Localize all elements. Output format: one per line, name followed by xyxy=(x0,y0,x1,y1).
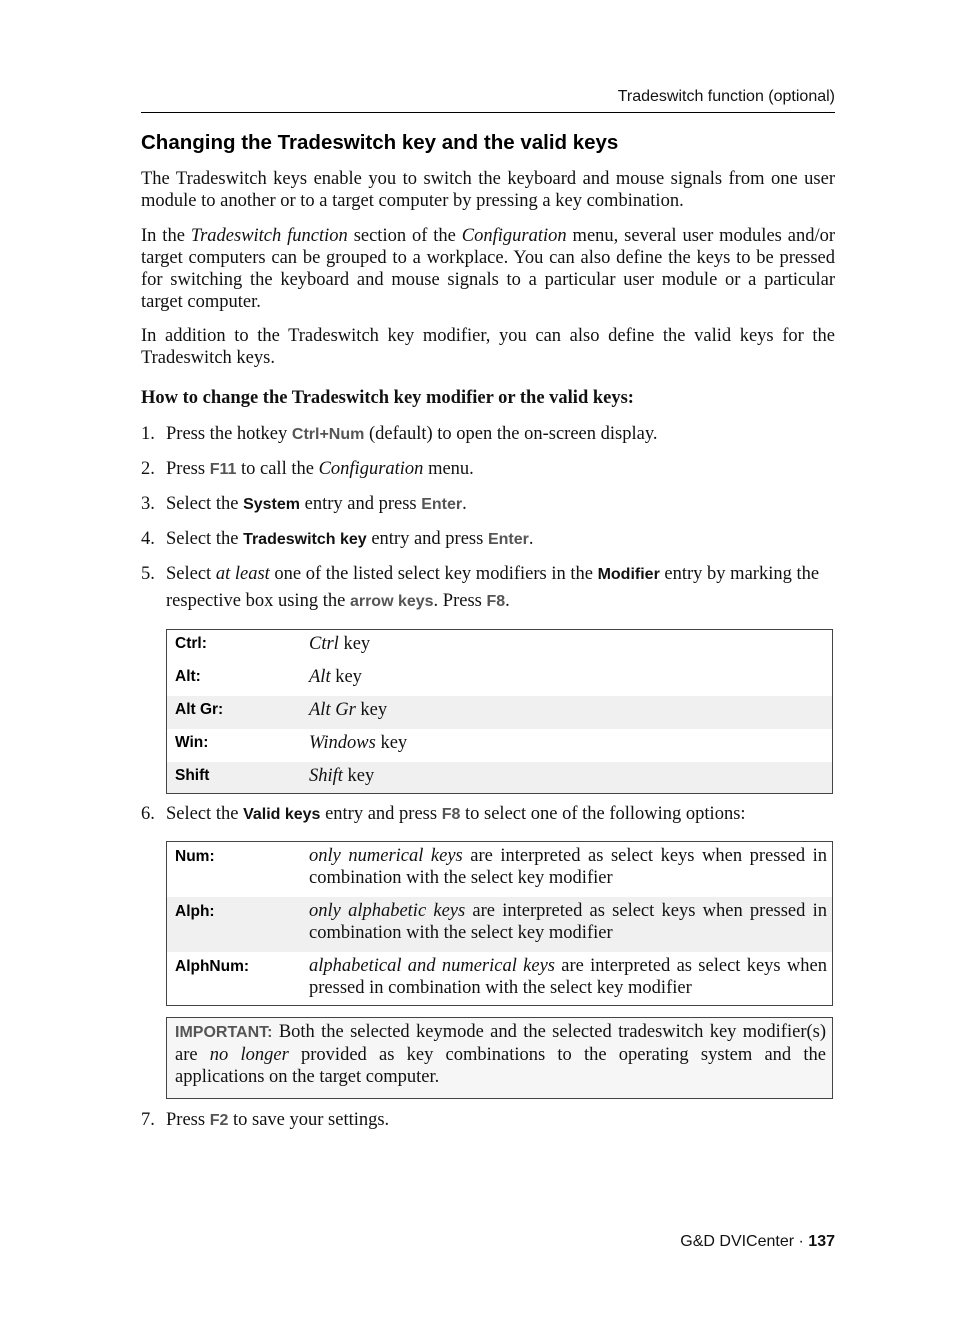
option-label: Alph: xyxy=(175,903,215,920)
text-run: Select the xyxy=(166,804,244,824)
modifier-label: Ctrl: xyxy=(175,635,207,652)
text-run: are interpreted as select keys when pressed in combination with the select key modifier xyxy=(309,901,827,943)
modifier-label: Alt Gr: xyxy=(175,701,224,718)
hotkey-ctrl-num: Ctrl+Num xyxy=(291,426,365,443)
entry-modifier: Modifier xyxy=(597,566,660,583)
step-number: 5. xyxy=(141,564,155,584)
text-run: Press xyxy=(166,1110,210,1130)
emphasis: alphabetical and numerical keys xyxy=(309,956,555,976)
emphasis: Shift xyxy=(309,766,343,786)
modifier-label: Win: xyxy=(175,734,209,751)
emphasis-no-longer: no longer xyxy=(209,1045,289,1065)
step-text xyxy=(166,456,835,483)
text-run: entry and press xyxy=(366,529,488,549)
text-run: entry by marking the respective box using the xyxy=(166,564,820,611)
text-run: key xyxy=(330,667,362,687)
step-text xyxy=(166,421,835,448)
emphasis-configuration: Configuration xyxy=(461,226,567,246)
text-run: menu. xyxy=(423,459,474,479)
modifier-value xyxy=(309,765,827,787)
modifier-table xyxy=(166,629,833,794)
step-text xyxy=(166,801,835,828)
text-run: (default) to open the on-screen display. xyxy=(364,424,658,444)
modifier-value xyxy=(309,732,827,754)
key-enter: Enter xyxy=(487,531,529,548)
text-run: key xyxy=(338,634,371,654)
text-run: are interpreted as select keys when pressed in combination with the select key modifier xyxy=(309,956,827,998)
text-run: are interpreted as select keys when pressed in combination with the select key modifier xyxy=(309,846,827,888)
step-text xyxy=(166,1107,835,1134)
option-row-alph xyxy=(167,897,832,952)
text-run: to save your settings. xyxy=(228,1110,390,1130)
modifier-row-ctrl xyxy=(167,630,832,663)
text-run: Press the hotkey xyxy=(166,424,292,444)
step-number: 6. xyxy=(141,804,155,824)
key-arrow-keys: arrow keys xyxy=(349,593,434,610)
page-footer xyxy=(141,1233,835,1251)
text-run: section of the xyxy=(347,226,462,246)
text-run: . xyxy=(528,529,534,549)
important-tag: IMPORTANT: xyxy=(175,1024,273,1041)
text-run: entry and press xyxy=(320,804,442,824)
text-run: key xyxy=(355,700,388,720)
key-enter: Enter xyxy=(421,496,463,513)
header-rule xyxy=(141,112,835,113)
text-run: to call the xyxy=(236,459,319,479)
text-run: one of the listed select key modifiers in the xyxy=(269,564,598,584)
footer-product: G&D DVICenter · xyxy=(680,1233,809,1250)
text-run: entry and press xyxy=(299,494,422,514)
intro-paragraph-1: The Tradeswitch keys enable you to switch the keyboard and mouse signals from one user module to another or to a target computer by pressing a key combination. xyxy=(141,169,835,211)
option-label: Num: xyxy=(175,848,215,865)
step-number: 2. xyxy=(141,459,155,479)
text-run: . Press xyxy=(433,591,487,611)
text-run: Select the xyxy=(166,529,244,549)
text-run: In the xyxy=(141,226,191,246)
text-run: . xyxy=(505,591,510,611)
emphasis: only numerical keys xyxy=(309,846,463,866)
step-number: 7. xyxy=(141,1110,155,1130)
modifier-value xyxy=(309,633,827,655)
important-notice xyxy=(166,1017,833,1099)
option-label: AlphNum: xyxy=(175,958,250,975)
step-text xyxy=(166,491,835,518)
text-run: Both the selected keymode and the selected tradeswitch key modifier(s) are xyxy=(175,1022,826,1065)
page-number: 137 xyxy=(808,1233,835,1250)
key-f2: F2 xyxy=(209,1112,229,1129)
option-description xyxy=(309,900,827,944)
step-text xyxy=(166,526,835,553)
text-run: key xyxy=(375,733,408,753)
emphasis: only alphabetic keys xyxy=(309,901,466,921)
modifier-row-shift xyxy=(167,762,832,793)
modifier-value xyxy=(309,699,827,721)
step-number: 4. xyxy=(141,529,155,549)
emphasis: Windows xyxy=(309,733,376,753)
text-run: Select xyxy=(166,564,216,584)
emphasis: Alt Gr xyxy=(309,700,356,720)
text-run: to select one of the following options: xyxy=(460,804,746,824)
option-description xyxy=(309,955,827,999)
key-f8: F8 xyxy=(486,593,506,610)
intro-paragraph-2 xyxy=(141,225,835,313)
key-f11: F11 xyxy=(209,461,237,478)
modifier-row-win xyxy=(167,729,832,762)
modifier-row-alt xyxy=(167,663,832,696)
text-run: . xyxy=(462,494,467,514)
step-number: 1. xyxy=(141,424,155,444)
section-title: Changing the Tradeswitch key and the valid keys xyxy=(141,131,619,154)
option-description xyxy=(309,845,827,889)
entry-valid-keys: Valid keys xyxy=(243,806,321,823)
text-run: Select the xyxy=(166,494,244,514)
entry-system: System xyxy=(243,496,300,513)
emphasis-at-least: at least xyxy=(215,564,270,584)
modifier-value xyxy=(309,666,827,688)
text-run: key xyxy=(342,766,375,786)
text-run: Press xyxy=(166,459,210,479)
emphasis-tradeswitch-function: Tradeswitch function xyxy=(190,226,348,246)
valid-keys-table xyxy=(166,841,833,1006)
emphasis-configuration: Configuration xyxy=(318,459,424,479)
intro-paragraph-3: In addition to the Tradeswitch key modifier, you can also define the valid keys for the Tradeswitch keys. xyxy=(141,326,835,368)
modifier-row-alt-gr xyxy=(167,696,832,729)
howto-heading: How to change the Tradeswitch key modifier or the valid keys: xyxy=(141,388,634,408)
running-header: Tradeswitch function (optional) xyxy=(617,88,835,105)
text-run: provided as key combinations to the operating system and the applications on the target computer. xyxy=(175,1045,826,1087)
text-run: menu, several user modules and/or target computers can be grouped to a workplace. You can also define the keys to be pressed for switching the keyboard and mouse signals to a particular user module or a particular target computer. xyxy=(141,226,836,312)
important-text xyxy=(175,1021,826,1088)
step-number: 3. xyxy=(141,494,155,514)
step-text xyxy=(166,561,835,615)
modifier-label: Alt: xyxy=(175,668,201,685)
emphasis: Alt xyxy=(309,667,331,687)
emphasis: Ctrl xyxy=(309,634,339,654)
option-row-alphnum xyxy=(167,952,832,1005)
key-f8: F8 xyxy=(441,806,461,823)
entry-tradeswitch-key: Tradeswitch key xyxy=(243,531,367,548)
option-row-num xyxy=(167,842,832,897)
modifier-label: Shift xyxy=(175,767,210,784)
